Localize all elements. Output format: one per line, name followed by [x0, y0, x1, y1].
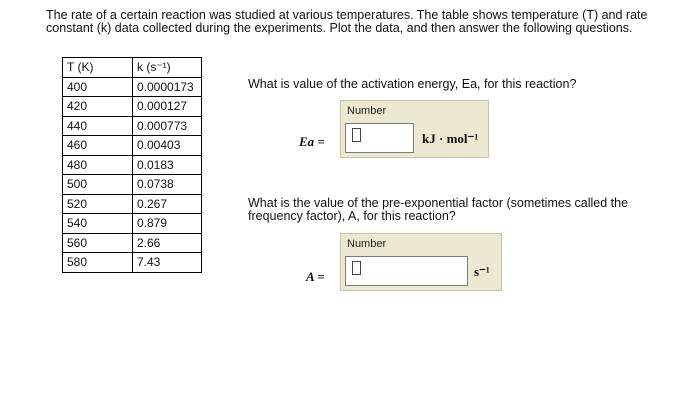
number-label: Number	[347, 238, 387, 250]
text-cursor	[352, 261, 361, 275]
table-row	[63, 155, 202, 175]
number-label: Number	[347, 105, 387, 117]
rate-constant-cell: 0.879	[133, 214, 202, 234]
table-row	[63, 136, 202, 156]
temperature-cell: 580	[63, 253, 133, 273]
rate-constant-cell: 0.000127	[133, 97, 202, 117]
rate-constant-cell: 0.0183	[133, 155, 202, 175]
temperature-cell: 480	[63, 155, 133, 175]
text-cursor	[352, 128, 361, 142]
rate-constant-cell: 0.000773	[133, 116, 202, 136]
unit-per-second: s⁻¹	[474, 264, 490, 279]
rate-constant-cell: 7.43	[133, 253, 202, 273]
table-row	[63, 214, 202, 234]
rate-constant-cell: 0.00403	[133, 136, 202, 156]
temperature-cell: 560	[63, 233, 133, 253]
header-rate-constant: k (s⁻¹)	[133, 58, 202, 78]
temperature-cell: 420	[63, 97, 133, 117]
rate-constant-cell: 0.0000173	[133, 77, 202, 97]
activation-energy-input[interactable]	[345, 123, 414, 153]
question-activation-energy: What is value of the activation energy, Ea, for this reaction?	[248, 77, 577, 91]
temperature-cell: 460	[63, 136, 133, 156]
temperature-cell: 500	[63, 175, 133, 195]
table-row	[63, 233, 202, 253]
table-row	[63, 194, 202, 214]
unit-kj-per-mol: kJ · mol⁻¹	[422, 131, 479, 146]
answer-box-pre-exponential-factor	[340, 233, 502, 291]
answer-box-activation-energy	[340, 100, 489, 158]
header-temperature: T (K)	[63, 58, 133, 78]
rate-constant-cell: 2.66	[133, 233, 202, 253]
activation-energy-symbol: Ea =	[299, 134, 325, 149]
rate-constant-cell: 0.267	[133, 194, 202, 214]
temperature-cell: 400	[63, 77, 133, 97]
temperature-cell: 440	[63, 116, 133, 136]
temperature-cell: 540	[63, 214, 133, 234]
table-row	[63, 175, 202, 195]
table-row	[63, 116, 202, 136]
data-table	[62, 57, 202, 273]
table-row	[63, 77, 202, 97]
rate-constant-cell: 0.0738	[133, 175, 202, 195]
table-row	[63, 97, 202, 117]
question-pre-exponential-factor: What is the value of the pre-exponential factor (sometimes called the frequency factor), A, for this reaction?	[248, 196, 629, 223]
pre-exponential-factor-symbol: A =	[306, 269, 325, 284]
temperature-cell: 520	[63, 194, 133, 214]
problem-intro: The rate of a certain reaction was studied at various temperatures. The table shows temperature (T) and rate constant (k) data collected during the experiments. Plot the data, and then answer the following questions.	[46, 8, 648, 35]
table-row	[63, 253, 202, 273]
pre-exponential-factor-input[interactable]	[345, 256, 468, 286]
